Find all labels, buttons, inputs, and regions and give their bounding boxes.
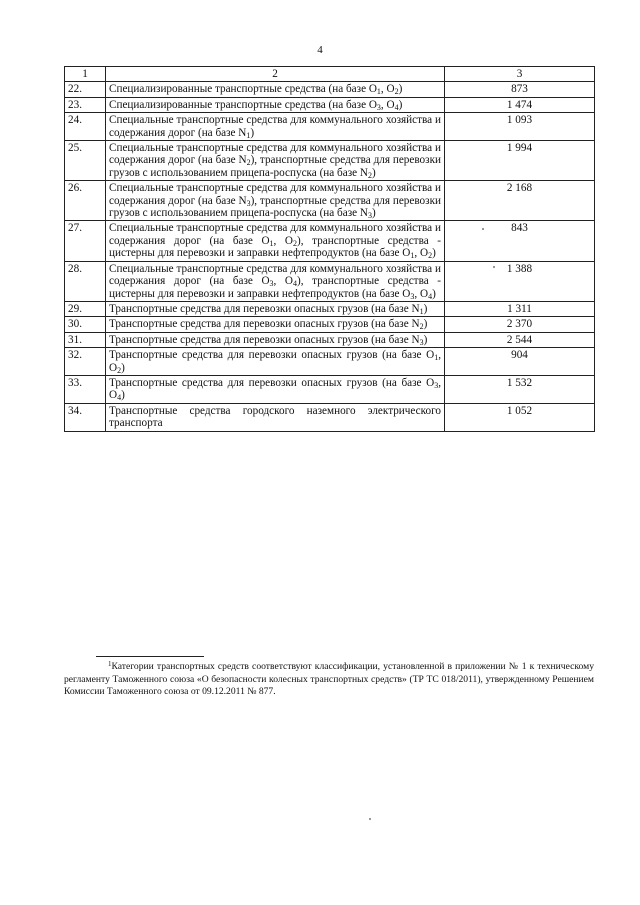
row-description <box>106 97 445 112</box>
row-base-category: (на базе $O_3$, $O_4$) <box>109 376 442 403</box>
column-header-value: 3 <box>445 67 595 82</box>
table-row <box>65 317 595 332</box>
row-description-text: Специальные транспортные средства для коммунального хозяйства и содержания дорог <box>109 114 441 139</box>
table-row <box>65 403 595 431</box>
row-value: 1 052 <box>445 403 595 431</box>
row-description <box>106 113 445 141</box>
row-value: 1 388 <box>445 261 595 301</box>
row-description <box>106 221 445 261</box>
row-base-category: (на базе $N_3$) <box>371 333 428 347</box>
scan-speck <box>482 228 484 230</box>
row-description <box>106 332 445 347</box>
row-description-text: Специальные транспортные средства для коммунального хозяйства и содержания дорог (на базе $O_1$, $O_2$), транспортные средства - цистерны для перевозки и заправки нефтепродуктов <box>109 222 441 260</box>
row-number: 32. <box>65 348 106 376</box>
row-base-category: (на базе $N_1$) <box>371 302 428 316</box>
row-description-text: Транспортные средства для перевозки опасных грузов <box>109 333 369 346</box>
vehicle-category-table <box>64 66 595 432</box>
row-description-text: Специализированные транспортные средства <box>109 98 326 111</box>
row-description <box>106 82 445 97</box>
row-base-category: (на базе $N_2$) <box>371 318 428 332</box>
row-number: 23. <box>65 97 106 112</box>
row-value: 873 <box>445 82 595 97</box>
table-row <box>65 332 595 347</box>
row-description-text: Специальные транспортные средства для коммунального хозяйства и содержания дорог (на базе $O_3$, $O_4$), транспортные средства - цистерны для перевозки и заправки нефтепродуктов <box>109 262 441 300</box>
row-description <box>106 348 445 376</box>
row-value: 904 <box>445 348 595 376</box>
row-value: 2 544 <box>445 332 595 347</box>
table-row <box>65 181 595 221</box>
footnote-text: Категории транспортных средств соответствуют классификации, установленной в приложении № 1 к техническому регламенту Таможенного союза «О безопасности колесных транспортных средств» (ТР ТС 018/2011), утвержденному Решением Комиссии Таможенного союза от 09.12.2011 № 877. <box>64 661 594 698</box>
table-header-row <box>65 67 595 82</box>
row-description <box>106 317 445 332</box>
row-number: 24. <box>65 113 106 141</box>
row-description-text: Транспортные средства для перевозки опасных грузов <box>109 376 378 389</box>
row-number: 33. <box>65 375 106 403</box>
column-header-description: 2 <box>106 67 445 82</box>
row-base-category: (на базе $O_1$, $O_2$) <box>328 83 403 97</box>
row-description-text: Транспортные средства для перевозки опасных грузов <box>109 302 369 315</box>
row-base-category: (на базе $N_1$) <box>197 126 255 140</box>
row-value: 1 311 <box>445 301 595 316</box>
row-description-text: Специализированные транспортные средства <box>109 83 326 96</box>
table-row <box>65 113 595 141</box>
row-value: 1 994 <box>445 141 595 181</box>
scan-speck <box>493 266 495 268</box>
column-header-number: 1 <box>65 67 106 82</box>
table-row <box>65 141 595 181</box>
row-description <box>106 375 445 403</box>
row-number: 26. <box>65 181 106 221</box>
row-base-category: (на базе $N_2$) <box>319 166 376 180</box>
row-base-category: (на базе $O_1$, $O_2$) <box>361 247 436 261</box>
row-description <box>106 181 445 221</box>
table-row <box>65 375 595 403</box>
table-row <box>65 97 595 112</box>
row-value: 843 <box>445 221 595 261</box>
row-number: 30. <box>65 317 106 332</box>
row-base-category: (на базе $N_3$) <box>319 207 376 221</box>
row-number: 25. <box>65 141 106 181</box>
row-description-text: Транспортные средства для перевозки опасных грузов <box>109 349 378 362</box>
row-value: 2 168 <box>445 181 595 221</box>
row-number: 29. <box>65 301 106 316</box>
row-description <box>106 261 445 301</box>
footnote-marker: 1 <box>108 660 112 668</box>
table-row <box>65 348 595 376</box>
row-description <box>106 403 445 431</box>
row-description <box>106 141 445 181</box>
row-description-text: Специальные транспортные средства для коммунального хозяйства и содержания дорог (на базе $N_3$), транспортные средства для перевозки грузов с использованием прицепа-роспуска <box>109 182 441 220</box>
row-value: 1 093 <box>445 113 595 141</box>
row-base-category: (на базе $O_3$, $O_4$) <box>361 287 436 301</box>
row-description-text: Специальные транспортные средства для коммунального хозяйства и содержания дорог (на базе $N_2$), транспортные средства для перевозки грузов с использованием прицепа-роспуска <box>109 142 441 179</box>
row-description-text: Транспортные средства для перевозки опасных грузов <box>109 318 369 331</box>
row-base-category: (на базе $O_3$, $O_4$) <box>328 98 403 112</box>
row-description <box>106 301 445 316</box>
footnote <box>64 661 594 699</box>
row-number: 31. <box>65 332 106 347</box>
row-number: 27. <box>65 221 106 261</box>
row-value: 1 532 <box>445 375 595 403</box>
page-number: 4 <box>317 44 323 56</box>
row-number: 28. <box>65 261 106 301</box>
scan-speck <box>369 818 371 820</box>
row-description-text: Транспортные средства городского наземного электрического транспорта <box>109 404 441 430</box>
row-value: 2 370 <box>445 317 595 332</box>
row-value: 1 474 <box>445 97 595 112</box>
row-number: 22. <box>65 82 106 97</box>
table-row <box>65 261 595 301</box>
table-row <box>65 82 595 97</box>
row-base-category: (на базе $O_1$, $O_2$) <box>109 349 442 375</box>
footnote-separator <box>96 656 204 657</box>
table-row <box>65 221 595 261</box>
row-number: 34. <box>65 403 106 431</box>
table-row <box>65 301 595 316</box>
